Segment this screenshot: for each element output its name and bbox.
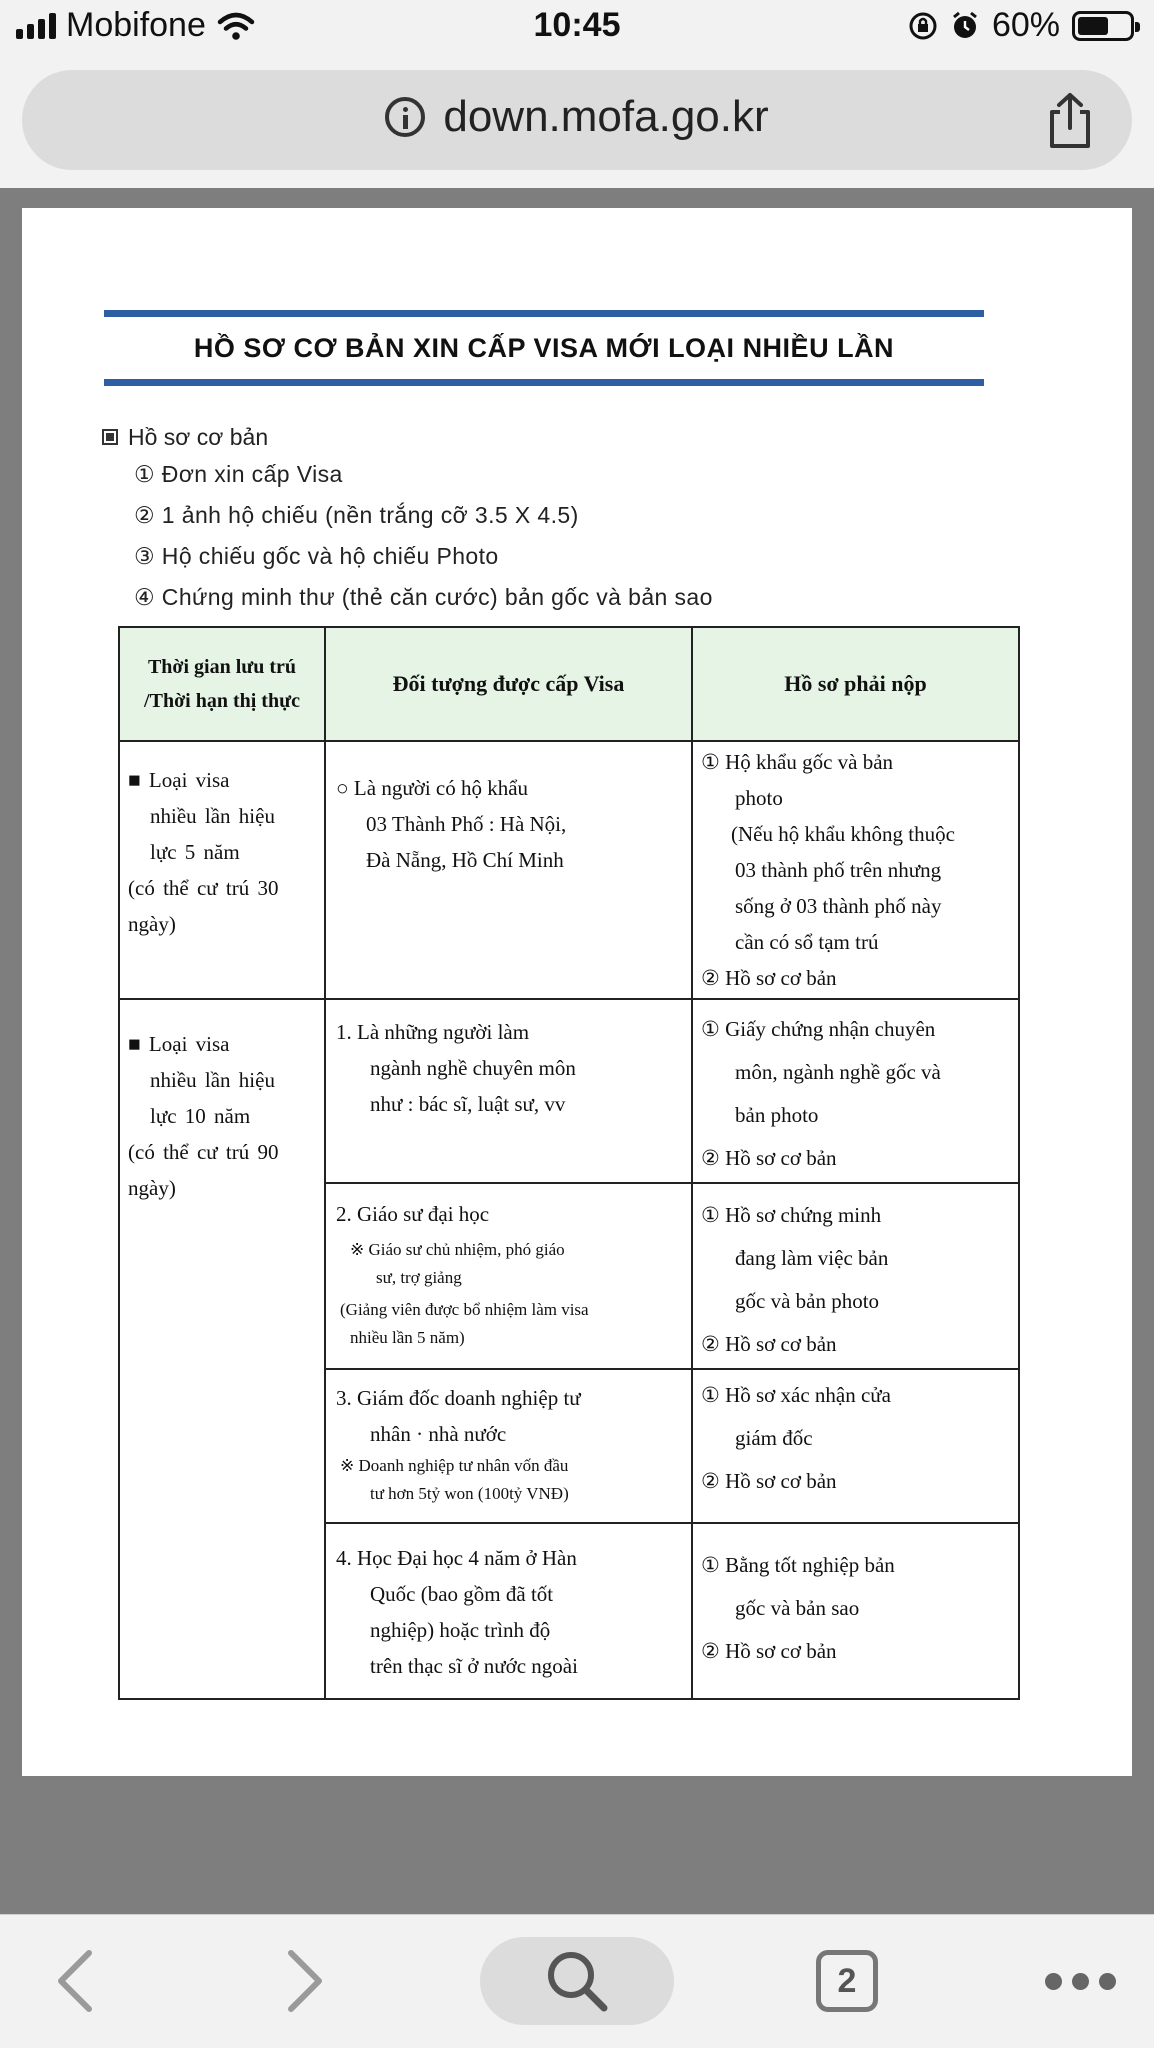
document-item: ② Hồ sơ cơ bản [701,1639,837,1663]
bottom-toolbar [0,1914,1154,2048]
more-dot [1045,1973,1062,1990]
visa-type-line: ngày) [128,912,176,936]
eligible-cell [325,999,692,1183]
share-icon[interactable] [1046,92,1094,150]
document-item: ① Hồ sơ xác nhận cửa [701,1383,892,1407]
eligible-note: nhiều lần 5 năm) [350,1328,465,1347]
header-eligible: Đối tượng được cấp Visa [325,627,692,741]
documents-cell [692,741,1019,999]
rotation-lock-icon [908,11,938,41]
eligible-line: trên thạc sĩ ở nước ngoài [370,1654,578,1678]
status-right [908,6,1134,45]
eligible-cell [325,1369,692,1523]
forward-button[interactable] [270,1937,340,2025]
eligible-line: ngành nghề chuyên môn [370,1056,576,1080]
document-item: ① Giấy chứng nhận chuyên [701,1017,936,1041]
document-item: ① Bằng tốt nghiệp bản [701,1553,895,1577]
visa-type-cell [119,741,325,999]
header-duration-line1: Thời gian lưu trú [147,656,297,678]
document-item-cont: cần có sổ tạm trú [735,930,879,954]
header-documents: Hồ sơ phải nộp [692,627,1019,741]
tabs-icon [816,1950,878,2012]
square-bullet-icon [102,429,118,445]
table-header-row [119,627,1019,741]
visa-type-cell [119,999,325,1699]
document-item-cont: gốc và bản sao [735,1596,860,1620]
alarm-icon [950,11,980,41]
document-page [22,208,1132,1776]
visa-type-line: nhiều lần hiệu [150,1068,275,1092]
document-item-cont: sống ở 03 thành phố này [735,894,942,918]
chevron-right-icon [285,1949,325,2013]
document-item-cont: môn, ngành nghề gốc và [735,1060,941,1084]
table-row [119,999,1019,1183]
eligible-cell [325,1183,692,1369]
title-block [104,310,984,386]
document-item-cont: bản photo [735,1103,819,1127]
search-button[interactable] [480,1937,674,2025]
battery-icon [1072,11,1134,41]
info-icon[interactable] [385,97,425,137]
more-dot [1099,1973,1116,1990]
basic-item: ③ Hộ chiếu gốc và hộ chiếu Photo [134,543,499,569]
battery-percent: 60% [991,6,1060,44]
eligible-line: nhân · nhà nước [370,1422,507,1446]
address-bar[interactable] [22,70,1132,170]
basic-item: ④ Chứng minh thư (thẻ căn cước) bản gốc và bản sao [134,584,713,610]
eligible-note: ※ Giáo sư chủ nhiệm, phó giáo [350,1240,565,1259]
document-viewer[interactable] [0,188,1154,1914]
carrier-name: Mobifone [66,6,206,44]
status-bar [0,0,1154,54]
tabs-button[interactable] [812,1937,882,2025]
document-item: ① Hộ khẩu gốc và bản [701,750,894,774]
visa-type-line: (có thể cư trú 30 [128,876,279,900]
document-item-cont: 03 thành phố trên nhưng [735,858,942,882]
header-duration [119,627,325,741]
visa-type-line: ngày) [128,1176,176,1200]
visa-type-line: ■ Loại visa [128,1032,230,1056]
eligible-note: tư hơn 5tỷ won (100tỷ VNĐ) [370,1484,569,1503]
document-item: ② Hồ sơ cơ bản [701,1332,837,1356]
visa-type-line: lực 10 năm [150,1104,251,1128]
documents-cell [692,999,1019,1183]
eligible-line: 1. Là những người làm [336,1020,530,1044]
visa-type-line: (có thể cư trú 90 [128,1140,279,1164]
document-item-cont: photo [735,786,783,810]
chevron-left-icon [55,1949,95,2013]
address-content [22,92,1132,142]
eligible-line: nghiệp) hoặc trình độ [370,1618,551,1642]
url-text[interactable]: down.mofa.go.kr [443,92,769,141]
document-item-cont: đang làm việc bản [735,1246,889,1270]
back-button[interactable] [40,1937,110,2025]
basic-heading [102,420,713,454]
eligible-line: 4. Học Đại học 4 năm ở Hàn [336,1546,577,1570]
visa-type-line: lực 5 năm [150,840,240,864]
document-item: ② Hồ sơ cơ bản [701,1146,837,1170]
documents-cell [692,1183,1019,1369]
basic-requirements [102,420,713,618]
eligible-line: ○ Là người có hộ khẩu [336,776,529,800]
document-item-cont: gốc và bản photo [735,1289,880,1313]
eligible-line: Đà Nẵng, Hồ Chí Minh [366,848,564,872]
more-dot [1072,1973,1089,1990]
eligible-note: sư, trợ giảng [376,1268,462,1287]
battery-level [1078,17,1108,35]
eligible-cell [325,741,692,999]
document-title: HỒ SƠ CƠ BẢN XIN CẤP VISA MỚI LOẠI NHIỀU LẦN [193,332,895,363]
more-button[interactable] [1040,1937,1120,2025]
documents-cell [692,1369,1019,1523]
documents-cell [692,1523,1019,1699]
eligible-cell [325,1523,692,1699]
search-icon [544,1948,610,2014]
document-item-cont: (Nếu hộ khẩu không thuộc [731,822,955,846]
header-duration-line2: /Thời hạn thị thực [144,690,300,712]
clock: 10:45 [533,6,621,44]
eligible-line: như : bác sĩ, luật sư, vv [370,1092,566,1116]
document-item: ① Hồ sơ chứng minh [701,1203,882,1227]
eligible-note: (Giảng viên được bổ nhiệm làm visa [340,1300,589,1319]
basic-item: ② 1 ảnh hộ chiếu (nền trắng cỡ 3.5 X 4.5) [134,502,579,528]
visa-type-line: ■ Loại visa [128,768,230,792]
tab-count: 2 [837,1961,857,2000]
basic-heading-text: Hồ sơ cơ bản [128,423,269,450]
table-row [119,741,1019,999]
eligible-line: 2. Giáo sư đại học [336,1202,490,1226]
basic-list [134,454,713,618]
eligible-note: ※ Doanh nghiệp tư nhân vốn đầu [340,1456,569,1475]
eligible-line: Quốc (bao gồm đã tốt [370,1582,554,1606]
visa-type-line: nhiều lần hiệu [150,804,275,828]
document-item: ② Hồ sơ cơ bản [701,966,837,990]
eligible-line: 3. Giám đốc doanh nghiệp tư [336,1386,581,1410]
basic-item: ① Đơn xin cấp Visa [134,461,343,487]
document-item: ② Hồ sơ cơ bản [701,1469,837,1493]
document-item-cont: giám đốc [735,1426,813,1450]
eligible-line: 03 Thành Phố : Hà Nội, [366,812,567,836]
visa-requirements-table [118,626,1020,1700]
